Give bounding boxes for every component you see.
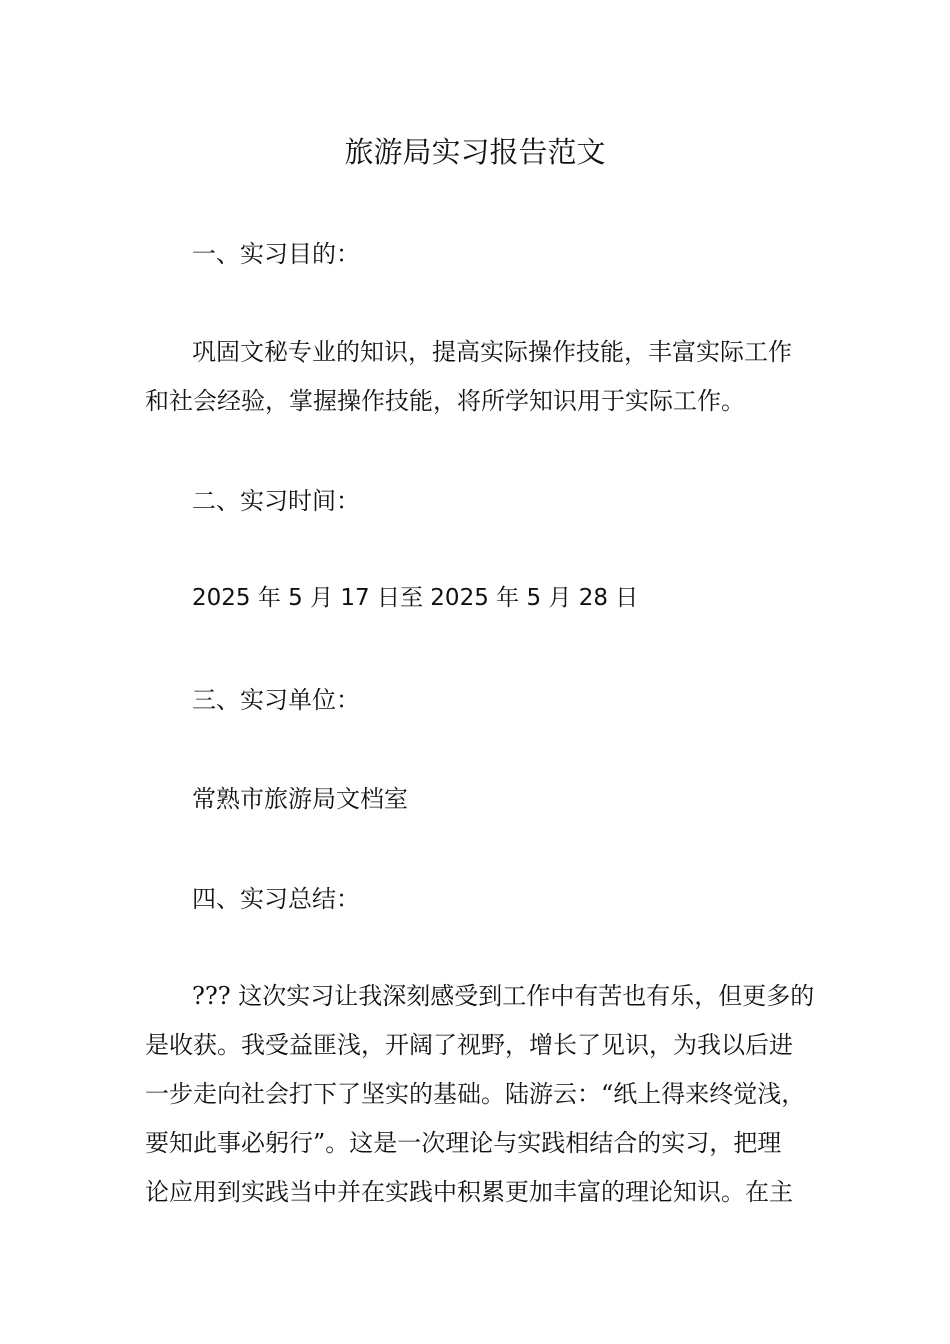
purpose-line-2: 和社会经验，掌握操作技能，将所学知识用于实际工作。	[145, 387, 745, 415]
summary-line-5: 论应用到实践当中并在实践中积累更加丰富的理论知识。在主	[145, 1178, 793, 1206]
summary-line-3: 一步走向社会打下了坚实的基础。陆游云：“纸上得来终觉浅，	[145, 1080, 806, 1108]
purpose-paragraph	[145, 328, 810, 426]
document-title: 旅游局实习报告范文	[344, 135, 606, 169]
purpose-line-1: 巩固文秘专业的知识，提高实际操作技能，丰富实际工作	[192, 338, 792, 366]
internship-unit: 常熟市旅游局文档室	[192, 785, 408, 813]
summary-line-4: 要知此事必躬行”。这是一次理论与实践相结合的实习，把理	[145, 1129, 782, 1157]
summary-paragraph	[145, 972, 815, 1217]
section-heading-summary: 四、实习总结：	[192, 885, 360, 913]
section-heading-period: 二、实习时间：	[192, 487, 360, 515]
internship-period: 2025 年 5 月 17 日至 2025 年 5 月 28 日	[192, 585, 639, 611]
section-heading-unit: 三、实习单位：	[192, 686, 360, 714]
summary-line-1: ??? 这次实习让我深刻感受到工作中有苦也有乐，但更多的	[192, 982, 815, 1010]
section-heading-purpose: 一、实习目的：	[192, 240, 360, 268]
summary-line-2: 是收获。我受益匪浅，开阔了视野，增长了见识，为我以后进	[145, 1031, 793, 1059]
